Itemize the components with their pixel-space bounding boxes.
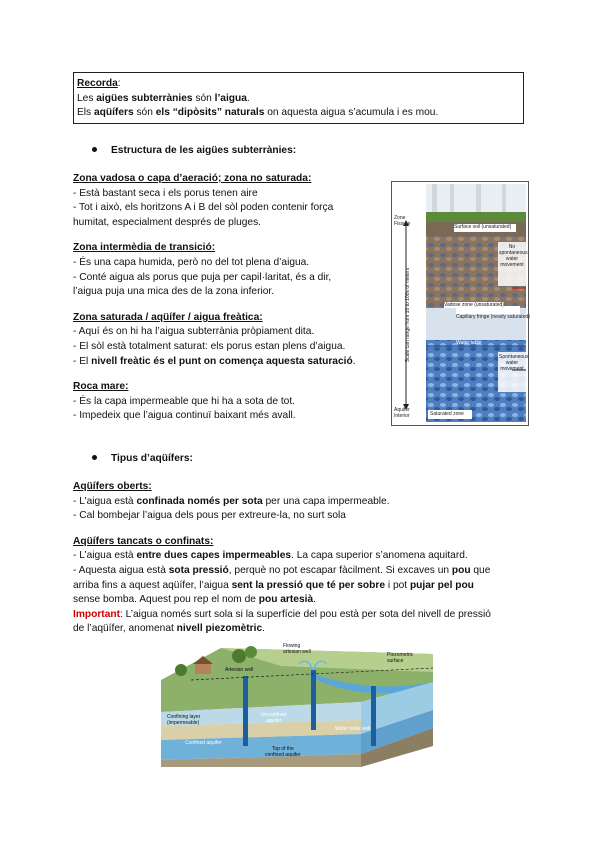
recorda-title-line	[77, 77, 523, 92]
text: per una capa impermeable.	[262, 495, 390, 507]
text-line: - Impedeix que l’aigua continuï baixant més avall.	[73, 410, 296, 422]
label-artesian: Artesian well	[225, 667, 254, 673]
recorda-title: Recorda	[77, 78, 118, 89]
text-line	[73, 564, 491, 579]
label-scale: Scale can range from 10 to 100s of meters	[405, 267, 411, 363]
text-line: - Tot i això, els horitzons A i B del sòl poden contenir força	[73, 202, 334, 214]
text-line: - Aquí és on hi ha l’aigua subterrània pròpiament dita.	[73, 326, 315, 338]
label-confined: Confined aquifer	[185, 740, 222, 746]
text: que	[470, 564, 491, 576]
label-saturated: Saturated zone	[430, 411, 464, 417]
bullet-icon	[92, 455, 97, 460]
heading-open-aquifers: Aqüífers oberts:	[73, 481, 152, 492]
bold-text: nivell freàtic és el punt on comença aquesta saturació	[91, 355, 353, 367]
fig-label: Confining layer	[167, 714, 201, 720]
text: són	[192, 92, 215, 104]
zones-section	[73, 172, 356, 424]
label-top-confined	[265, 746, 301, 758]
fig-label: water	[505, 256, 519, 262]
text-line	[73, 495, 491, 510]
label-aquifer	[394, 407, 410, 419]
recorda-box	[73, 72, 524, 124]
recorda-colon: :	[117, 78, 121, 89]
fig-label: Unconfined	[261, 712, 287, 718]
text: .	[313, 594, 316, 606]
aquifer-types-figure	[161, 642, 433, 767]
text-line-important	[73, 608, 491, 623]
fig-label: movement	[500, 262, 524, 268]
bold-text: aigües subterrànies	[96, 92, 193, 104]
text: - L’aigua està	[73, 550, 137, 562]
text: Les	[77, 92, 97, 104]
recorda-line-2	[77, 106, 523, 121]
text: - El	[73, 355, 92, 367]
fig-label: aquifer	[266, 718, 282, 724]
bold-text: aqüífers	[93, 107, 134, 119]
fig-label: surface	[387, 658, 404, 664]
text: , perquè no pot escapar fàcilment. Si excaves un	[228, 564, 452, 576]
label-piezometric	[387, 652, 413, 664]
bullet-structure	[92, 145, 296, 156]
text: .	[262, 623, 265, 635]
groundwater-zones-figure	[391, 181, 529, 426]
aquifer-types-section	[73, 480, 491, 637]
label-flowing	[283, 643, 311, 655]
text: arriba fins a aquest aqüífer, l’aigua	[73, 579, 232, 591]
text-line: - Està bastant seca i els porus tenen aire	[73, 187, 258, 199]
fig-label: Zone	[394, 215, 406, 221]
text: i pot	[385, 579, 410, 591]
heading-transition: Zona intermèdia de transició:	[73, 242, 216, 254]
label-vadose: Vadose zone (unsaturated)	[444, 302, 504, 308]
fig-label: movement	[500, 366, 524, 372]
recorda-line-1	[77, 92, 523, 107]
bullet-label: Tipus d’aqüífers:	[111, 453, 193, 464]
text-line: humitat, especialment després de pluges.	[73, 216, 262, 228]
text-line	[73, 622, 491, 637]
label-zone	[394, 215, 410, 227]
text: - L’aigua està	[73, 495, 137, 507]
text-line: - Conté aigua als porus que puja per capil·laritat, és a dir,	[73, 271, 332, 283]
text-line	[73, 549, 491, 564]
bullet-types	[92, 453, 193, 464]
fig-label: Interior	[394, 413, 410, 419]
fig-label: Flowing	[283, 643, 301, 649]
text: .	[352, 355, 356, 367]
text-line: - Cal bombejar l’aigua dels pous per extreure-la, no surt sola	[73, 510, 346, 522]
bullet-icon	[92, 147, 97, 152]
label-unconfined	[261, 712, 286, 724]
label-capillary: Capillary fringe (nearly saturated)	[456, 314, 530, 320]
bold-text: confinada només per sota	[136, 495, 263, 507]
fig-label: Piezometric	[387, 652, 414, 658]
spacer	[73, 300, 356, 311]
text: on aquesta aigua s’acumula i es mou.	[264, 107, 439, 119]
text-line	[73, 355, 356, 370]
bold-text: l’aigua	[214, 92, 247, 104]
spacer	[73, 230, 356, 241]
fig-label: No	[508, 244, 516, 250]
fig-label: confined aquifer	[265, 752, 301, 758]
text: sense bomba. Aquest pou rep el nom de	[73, 594, 259, 606]
heading-confined-aquifers: Aqüífers tancats o confinats:	[73, 535, 214, 547]
spacer	[73, 524, 491, 535]
bold-text: pujar pel pou	[409, 579, 474, 591]
label-no-spontaneous	[499, 244, 528, 268]
fig-label: Top of the	[271, 746, 294, 752]
bold-text: entre dues capes impermeables	[136, 550, 292, 562]
bold-text: pou artesià	[258, 594, 314, 606]
text: . La capa superior s’anomena aquitard.	[291, 550, 468, 562]
text-line: - El sòl està totalment saturat: els porus estan plens d’aigua.	[73, 340, 346, 352]
text-line: l’aigua puja una mica des de la zona inferior.	[73, 286, 275, 298]
fig-label: Spontaneous	[499, 354, 529, 360]
bold-text: nivell piezomètric	[176, 623, 263, 635]
label-water-table-well: Water table well	[335, 726, 371, 732]
bold-text: els “dipòsits” naturals	[155, 107, 265, 119]
spacer	[73, 369, 356, 380]
text: : L’aigua només surt sola si la superfície del pou està per sota del nivell de pressió	[119, 608, 491, 620]
text: Els	[77, 107, 94, 119]
label-water-table: Water table	[456, 340, 482, 346]
text: són	[133, 107, 156, 119]
text: .	[246, 92, 250, 104]
fig-label: spontaneous	[499, 250, 528, 256]
label-surface-soil: Surface soil (unsaturated)	[454, 224, 512, 230]
fig-label: Fissure	[394, 221, 411, 227]
text: - Aquesta aigua està	[73, 564, 169, 576]
fig-label: artesian well	[283, 649, 311, 655]
heading-bedrock: Roca mare:	[73, 381, 129, 393]
heading-saturated: Zona saturada / aqüífer / aigua freàtica:	[73, 311, 263, 323]
fig-label: water	[505, 360, 519, 366]
important-label: Important	[73, 608, 120, 620]
text-line: - És la capa impermeable que hi ha a sota de tot.	[73, 395, 295, 407]
bold-text: sent la pressió que té per sobre	[231, 579, 386, 591]
bold-text: sota pressió	[168, 564, 229, 576]
fig-label: Aquifer	[394, 407, 410, 413]
bullet-label: Estructura de les aigües subterrànies:	[111, 145, 297, 156]
text-line	[73, 579, 491, 594]
fig-label: (impermeable)	[167, 720, 200, 726]
heading-vadosa: Zona vadosa o capa d’aeració; zona no saturada:	[73, 173, 312, 184]
label-confining	[167, 714, 200, 726]
text: de l’aqüífer, anomenat	[73, 623, 177, 635]
text-line: - És una capa humida, però no del tot plena d’aigua.	[73, 256, 310, 268]
bold-text: pou	[451, 564, 471, 576]
label-spontaneous	[499, 354, 529, 372]
text-line	[73, 593, 491, 608]
